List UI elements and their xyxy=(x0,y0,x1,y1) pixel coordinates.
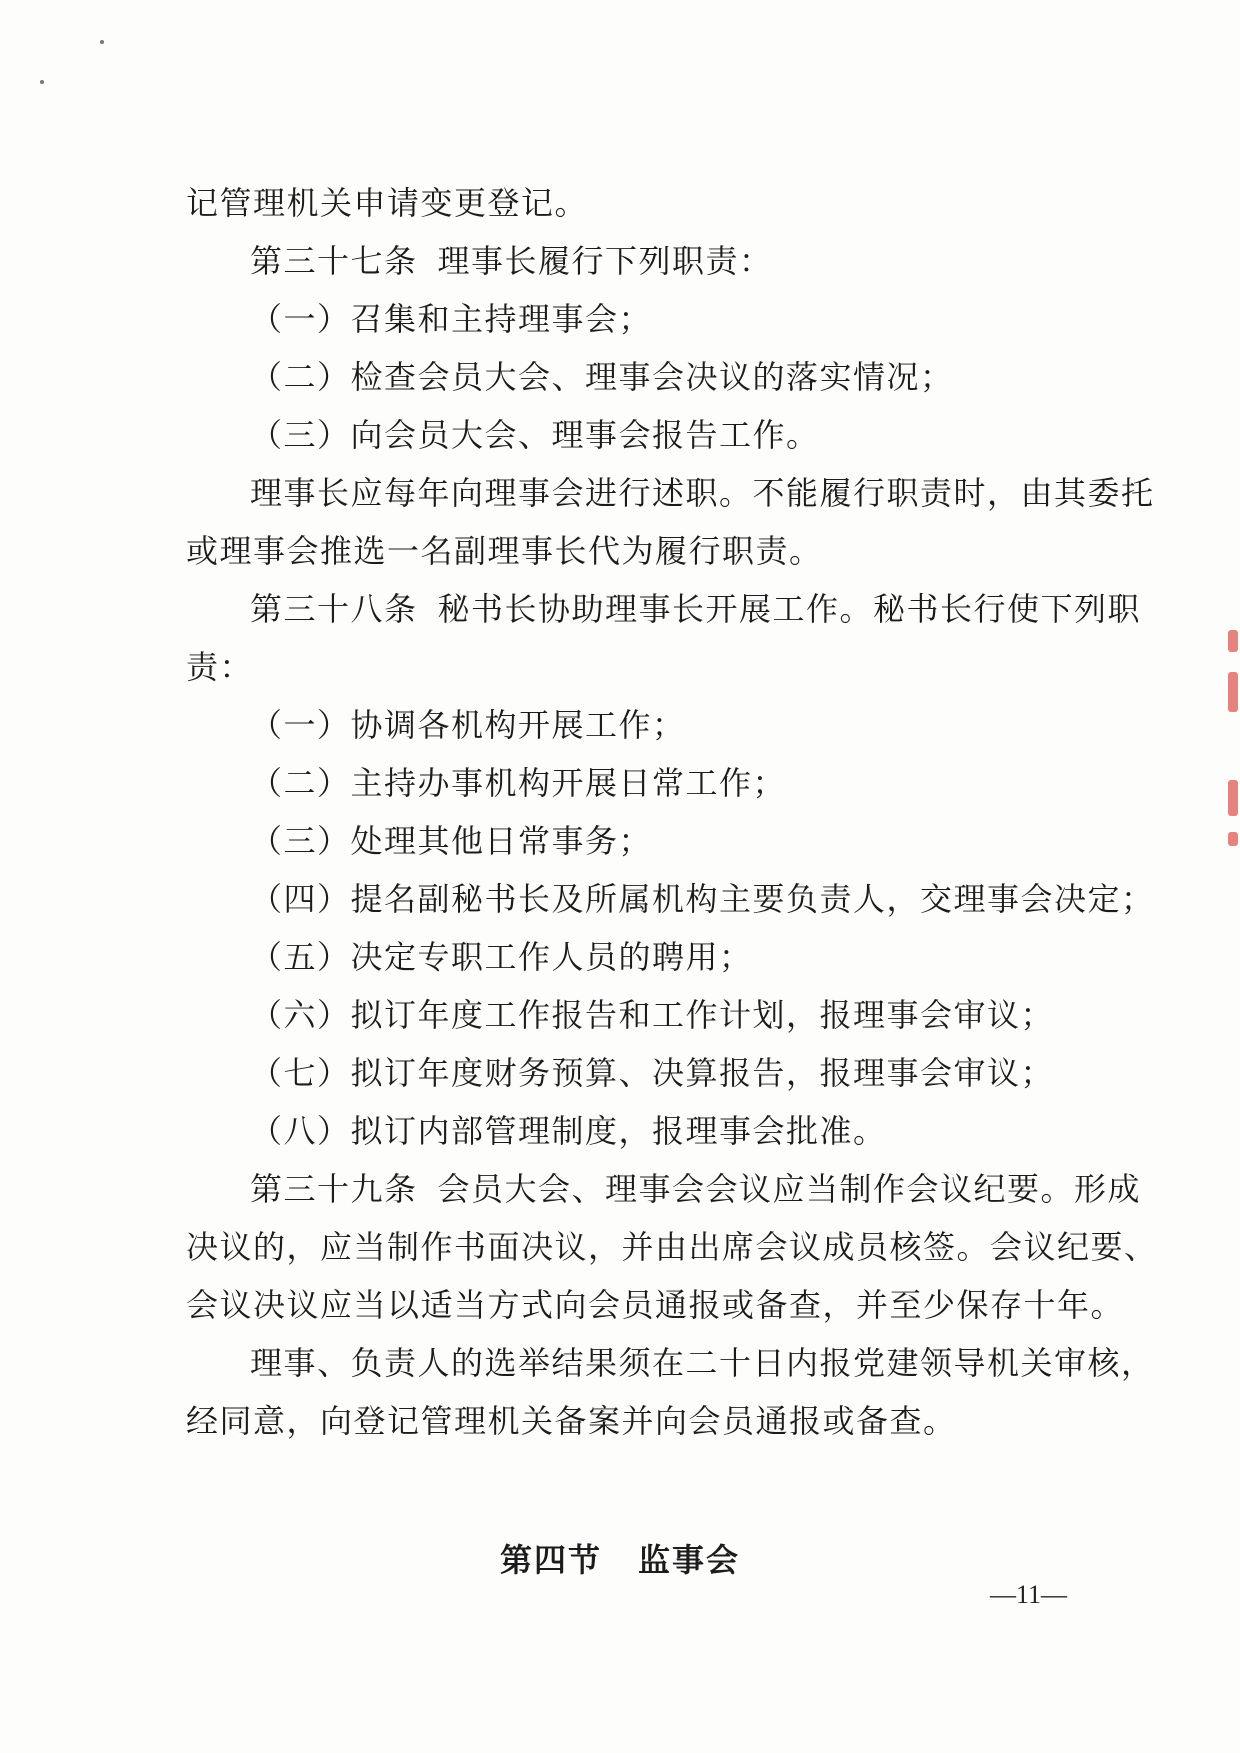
paragraph-line: 会议决议应当以适当方式向会员通报或备查，并至少保存十年。 xyxy=(186,1286,1125,1324)
list-item: （三）向会员大会、理事会报告工作。 xyxy=(250,416,820,454)
article-number: 第三十九条 xyxy=(250,1170,418,1208)
list-item: （五）决定专职工作人员的聘用； xyxy=(250,938,753,976)
article-number: 第三十八条 xyxy=(250,590,418,628)
section-name: 监事会 xyxy=(638,1541,741,1579)
section-title xyxy=(0,1535,1240,1581)
paragraph-line: 经同意，向登记管理机关备案并向会员通报或备查。 xyxy=(186,1402,957,1440)
paragraph-line: 理事、负责人的选举结果须在二十日内报党建领导机关审核， xyxy=(250,1344,1155,1382)
list-item: （二）检查会员大会、理事会决议的落实情况； xyxy=(250,358,954,396)
article-text: 会员大会、理事会会议应当制作会议纪要。形成 xyxy=(437,1170,1142,1208)
list-item: （四）提名副秘书长及所属机构主要负责人，交理事会决定； xyxy=(250,880,1155,918)
list-item: （一）召集和主持理事会； xyxy=(250,300,653,338)
section-number: 第四节 xyxy=(499,1541,602,1579)
article-text: 理事长履行下列职责： xyxy=(437,242,773,280)
list-item: （八）拟订内部管理制度，报理事会批准。 xyxy=(250,1112,887,1150)
paragraph-line: 记管理机关申请变更登记。 xyxy=(186,184,589,222)
scan-speck xyxy=(40,80,44,84)
article-37-line xyxy=(250,241,773,281)
paragraph-line: 理事长应每年向理事会进行述职。不能履行职责时，由其委托 xyxy=(250,474,1155,512)
article-39-line xyxy=(250,1169,1141,1209)
paragraph-line: 决议的，应当制作书面决议，并由出席会议成员核签。会议纪要、 xyxy=(186,1228,1158,1266)
paragraph-line: 责： xyxy=(186,648,254,686)
article-text: 秘书长协助理事长开展工作。秘书长行使下列职 xyxy=(437,590,1142,628)
list-item: （三）处理其他日常事务； xyxy=(250,822,653,860)
list-item: （六）拟订年度工作报告和工作计划，报理事会审议； xyxy=(250,996,1055,1034)
article-38-line xyxy=(250,589,1141,629)
seal-edge-mark xyxy=(1216,610,1240,870)
list-item: （七）拟订年度财务预算、决算报告，报理事会审议； xyxy=(250,1054,1055,1092)
list-item: （一）协调各机构开展工作； xyxy=(250,706,686,744)
page-number: —11— xyxy=(990,1580,1068,1609)
scan-speck xyxy=(100,40,104,44)
article-number: 第三十七条 xyxy=(250,242,418,280)
paragraph-line: 或理事会推选一名副理事长代为履行职责。 xyxy=(186,532,823,570)
list-item: （二）主持办事机构开展日常工作； xyxy=(250,764,787,802)
